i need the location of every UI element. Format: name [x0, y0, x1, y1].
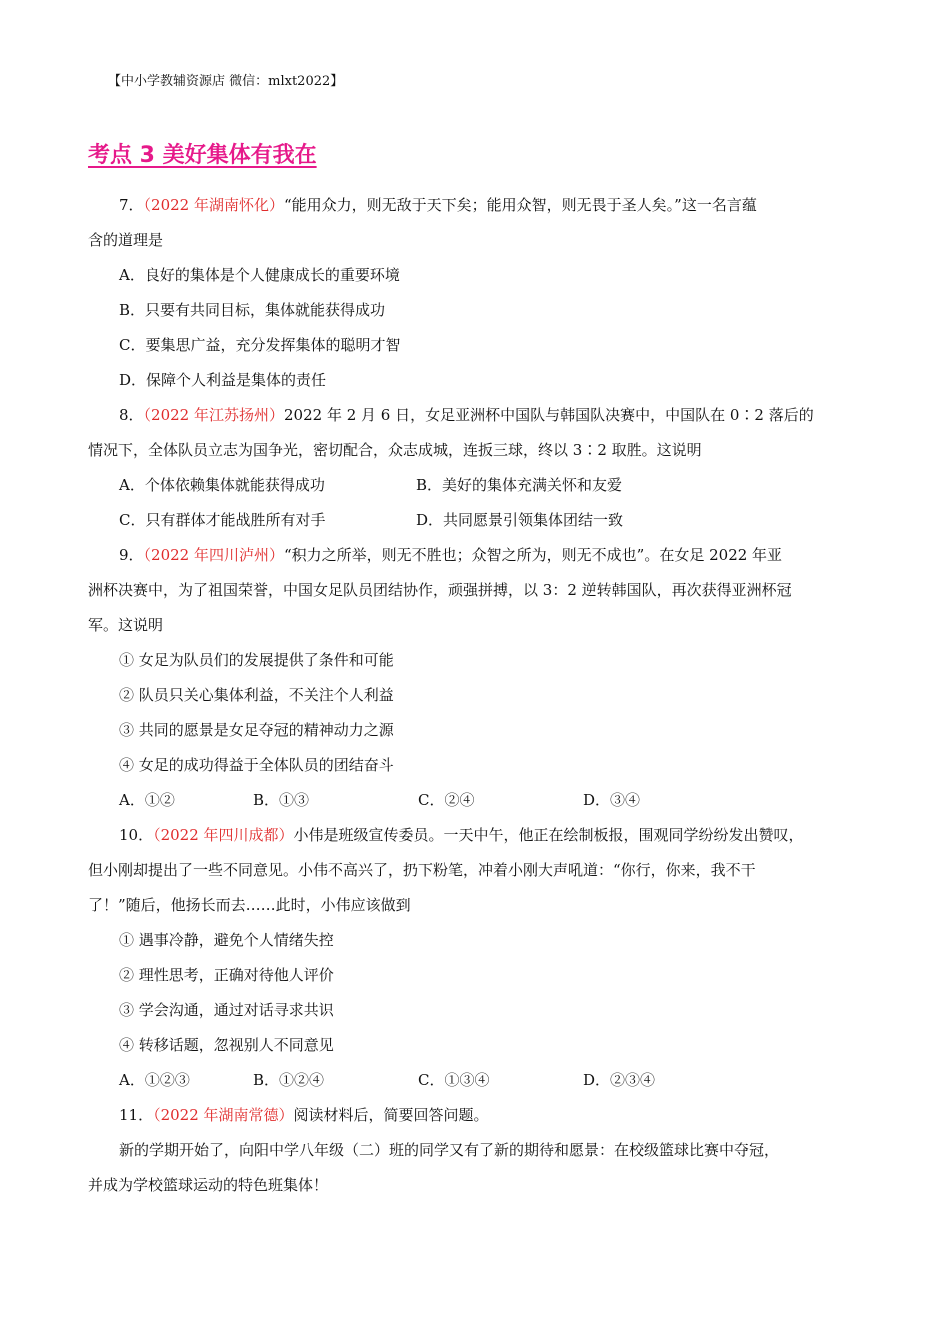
- section-title: 考点 3 美好集体有我在: [88, 143, 317, 168]
- question-7-stem: [88, 188, 868, 223]
- q7-option-d: D．保障个人利益是集体的责任: [119, 371, 327, 389]
- q11-material-cont: 并成为学校篮球运动的特色班集体！: [88, 1176, 329, 1194]
- q8-option-c: C．只有群体才能战胜所有对手: [119, 511, 326, 529]
- question-11-stem: [88, 1098, 868, 1133]
- header-note: 【中小学教辅资源店 微信：mlxt2022】: [108, 74, 344, 89]
- question-number: 10．: [119, 826, 154, 844]
- question-source: （2022 年湖南怀化）: [143, 196, 284, 214]
- q10-option-c: C．①③④: [418, 1071, 490, 1089]
- q8-options-row-2: [88, 503, 868, 538]
- q9-item-2: ② 队员只关心集体利益，不关注个人利益: [119, 686, 394, 704]
- q8-option-a: A．个体依赖集体就能获得成功: [119, 476, 325, 494]
- question-number: 8．: [119, 406, 144, 424]
- question-10-stem-cont: 但小刚却提出了一些不同意见。小伟不高兴了，扔下粉笔，冲着小刚大声吼道：“你行，你来，我不干: [88, 861, 756, 879]
- question-text: 2022 年 2 月 6 日，女足亚洲杯中国队与韩国队决赛中，中国队在 0∶2 落后的: [284, 406, 814, 424]
- q10-item-3: ③ 学会沟通，通过对话寻求共识: [119, 1001, 334, 1019]
- q9-item-1: ① 女足为队员们的发展提供了条件和可能: [119, 651, 394, 669]
- question-source: （2022 年四川泸州）: [143, 546, 284, 564]
- question-number: 9．: [119, 546, 144, 564]
- q10-item-2: ② 理性思考，正确对待他人评价: [119, 966, 334, 984]
- question-8-stem: [88, 398, 868, 433]
- question-number: 7．: [119, 196, 144, 214]
- question-text: “能用众力，则无敌于天下矣；能用众智，则无畏于圣人矣。”这一名言蕴: [284, 196, 757, 214]
- question-source: （2022 年江苏扬州）: [143, 406, 284, 424]
- q8-option-d: D．共同愿景引领集体团结一致: [416, 511, 624, 529]
- question-9-stem: [88, 538, 868, 573]
- document-body: [88, 188, 868, 1203]
- question-7-stem-cont: 含的道理是: [88, 231, 164, 249]
- q7-option-b: B．只要有共同目标，集体就能获得成功: [119, 301, 386, 319]
- question-text: 小伟是班级宣传委员。一天中午，他正在绘制板报，围观同学纷纷发出赞叹，: [293, 826, 804, 844]
- question-9-stem-cont-2: 军。这说明: [88, 616, 164, 634]
- q7-option-a: A．良好的集体是个人健康成长的重要环境: [119, 266, 400, 284]
- q7-option-c: C．要集思广益，充分发挥集体的聪明才智: [119, 336, 401, 354]
- q8-options-row-1: [88, 468, 868, 503]
- q9-option-c: C．②④: [418, 791, 475, 809]
- question-source: （2022 年四川成都）: [153, 826, 294, 844]
- q10-option-b: B．①②④: [253, 1071, 325, 1089]
- question-10-stem: [88, 818, 868, 853]
- q9-option-d: D．③④: [583, 791, 641, 809]
- q10-item-1: ① 遇事冷静，避免个人情绪失控: [119, 931, 334, 949]
- question-text: “积力之所举，则无不胜也；众智之所为，则无不成也”。在女足 2022 年亚: [284, 546, 783, 564]
- question-8-stem-cont: 情况下，全体队员立志为国争光，密切配合，众志成城，连扳三球，终以 3∶2 取胜。这说明: [88, 441, 702, 459]
- q10-option-d: D．②③④: [583, 1071, 656, 1089]
- question-text: 阅读材料后，简要回答问题。: [293, 1106, 489, 1124]
- q9-item-3: ③ 共同的愿景是女足夺冠的精神动力之源: [119, 721, 394, 739]
- question-source: （2022 年湖南常德）: [153, 1106, 294, 1124]
- q8-option-b: B．美好的集体充满关怀和友爱: [416, 476, 623, 494]
- q10-item-4: ④ 转移话题，忽视别人不同意见: [119, 1036, 334, 1054]
- question-10-stem-cont-2: 了！”随后，他扬长而去……此时，小伟应该做到: [88, 896, 411, 914]
- q9-options-row: [88, 783, 868, 818]
- q10-options-row: [88, 1063, 868, 1098]
- q11-material: 新的学期开始了，向阳中学八年级（二）班的同学又有了新的期待和愿景：在校级篮球比赛中夺冠，: [119, 1141, 780, 1159]
- q9-option-b: B．①③: [253, 791, 310, 809]
- q9-option-a: A．①②: [119, 791, 175, 809]
- question-number: 11．: [119, 1106, 154, 1124]
- question-9-stem-cont: 洲杯决赛中，为了祖国荣誉，中国女足队员团结协作，顽强拼搏，以 3：2 逆转韩国队，再次获得亚洲杯冠: [88, 581, 792, 599]
- q10-option-a: A．①②③: [119, 1071, 190, 1089]
- q9-item-4: ④ 女足的成功得益于全体队员的团结奋斗: [119, 756, 394, 774]
